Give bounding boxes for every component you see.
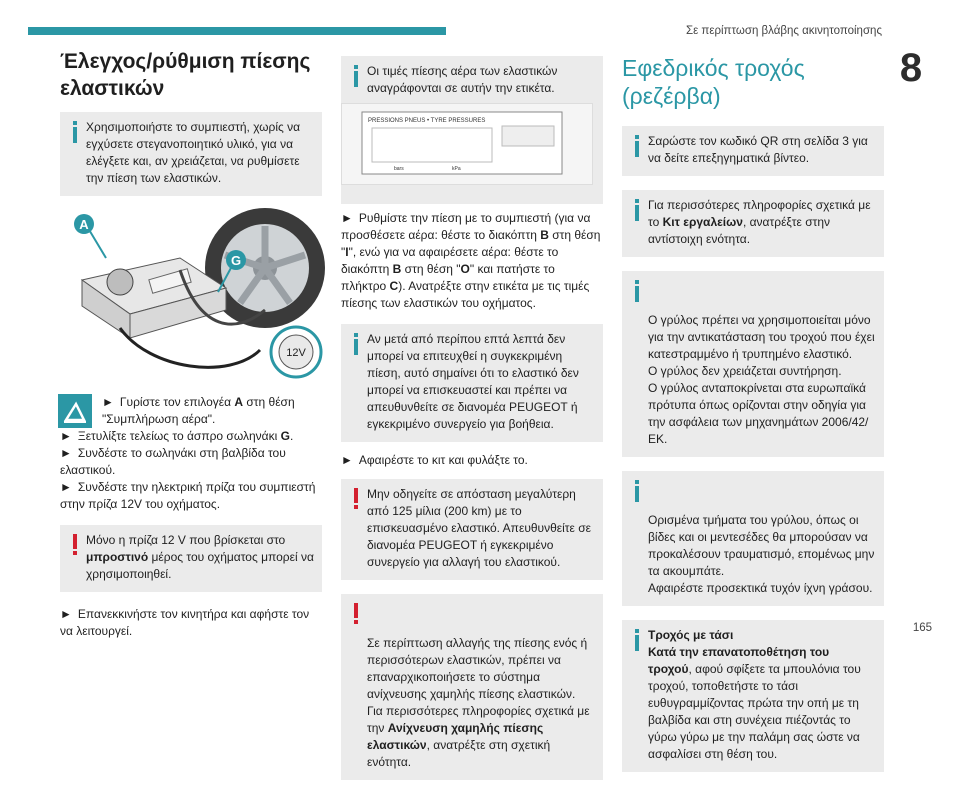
column-pressure-check (60, 48, 322, 640)
callout-g-label: G (230, 253, 242, 268)
warning-note-distance: Μην οδηγείτε σε απόσταση μεγαλύτερη από 125 μίλια (200 km) με το επισκευασμένο ελαστικό. Απευθυνθείτε σε διανομέα PEUGEOT ή εγκεκριμένο συνεργείο για αλλαγή του ελαστικού. (341, 479, 603, 580)
step-3: ► Συνδέστε το σωληνάκι στη βαλβίδα του ελαστικού. (60, 446, 286, 477)
step-2: ► Ξετυλίξτε τελείως το άσπρο σωληνάκι G. (60, 429, 294, 443)
running-header: Σε περίπτωση βλάβης ακινητοποίησης (685, 25, 882, 37)
info-note-jack: Ο γρύλος πρέπει να χρησιμοποιείται μόνο για την αντικατάσταση του τροχού που έχει κατεστραμμένο ή τρυπημένο ελαστικό. Ο γρύλος δεν χρειάζεται συντήρηση. Ο γρύλος ανταποκρίνεται στα ευρωπαϊκά πρότυπα όπως ορίζονται στην οδηγία για την ασφάλεια των μηχανημάτων 2006/42/ΕΚ. (622, 271, 884, 457)
info-icon (631, 135, 643, 157)
warning-note-reinit: Σε περίπτωση αλλαγής της πίεσης ενός ή περισσότερων ελαστικών, πρέπει να επαναρχικοποιήσετε το σύστημα ανίχνευσης χαμηλής πίεσης ελαστικών. Για περισσότερες πληροφορίες σχετικά με την Ανίχνευση χαμηλής πίεσης ελαστικών, ανατρέξτε στη σχετική ενότητα. (341, 594, 603, 780)
step-5: ► Επανεκκινήστε τον κινητήρα και αφήστε τον να λειτουργεί. (60, 607, 310, 638)
section-title-spare-wheel: Εφεδρικός τροχός (ρεζέρβα) (622, 55, 805, 109)
tyre-pressure-label-image (341, 103, 593, 185)
svg-text:kPa: kPa (452, 166, 461, 172)
info-note-qr: Σαρώστε τον κωδικό QR στη σελίδα 3 για να δείτε επεξηγηματικά βίντεο. (622, 126, 884, 176)
warning-icon (350, 603, 362, 625)
page-number: 165 (912, 622, 932, 634)
warning-icon (350, 488, 362, 510)
label-heading: PRESSIONS PNEUS • TYRE PRESSURES (368, 118, 486, 124)
info-icon (631, 280, 643, 302)
plug-label: 12V (286, 347, 306, 359)
column-spare-wheel (622, 48, 884, 786)
step-4: ► Συνδέστε την ηλεκτρική πρίζα του συμπιεστή στην πρίζα 12V του οχήματος. (60, 480, 316, 511)
info-icon (350, 333, 362, 355)
svg-text:bars: bars (394, 166, 404, 172)
step-1: ► Γυρίστε τον επιλογέα A στη θέση "Συμπλήρωση αέρα". (102, 395, 295, 426)
info-note-seven-minutes: Αν μετά από περίπου επτά λεπτά δεν μπορεί να επιτευχθεί η συγκεκριμένη πίεση, αυτό σημαίνει ότι το ελαστικό δεν μπορεί να επισκευαστεί και πρέπει να απευθυνθείτε σε διανομέα PEUGEOT ή εγκεκριμένο συνεργείο για βοήθεια. (341, 324, 603, 442)
header-accent-bar (28, 27, 446, 35)
step-adjust-pressure: ► Ρυθμίστε την πίεση με το συμπιεστή (για να προσθέσετε αέρα: θέστε το διακόπτη B στη θέση "I", ενώ για να αφαιρέσετε αέρα: θέστε το διακόπτη B στη θέση "O" και πατήστε το πλήκτρο C). Ανατρέξτε στην ετικέτα με τις τιμές πίεσης των ελαστικών του οχήματος. (341, 211, 601, 310)
info-note-hubcap: Τροχός με τάσι Κατά την επανατοποθέτηση του τροχού, αφού σφίξετε τα μπουλόνια του τροχού, τοποθετήστε το τάσι ευθυγραμμίζοντας πρώτα την οπή με τη βαλβίδα και στη συνέχεια πιέζοντάς το γύρω γύρω με την παλάμη σας ώστε να ασφαλίσει στη θέση του. (622, 620, 884, 772)
column-pressure-adjust (341, 56, 603, 794)
info-icon (631, 629, 643, 651)
step-list (60, 394, 322, 513)
callout-a-label: A (79, 217, 89, 232)
info-note-label: Οι τιμές πίεσης αέρα των ελαστικών αναγράφονται σε αυτήν την ετικέτα. PRESSIONS PNEUS • TYRE PRESSURES bars kPa (341, 56, 603, 204)
info-note-jack-parts: Ορισμένα τμήματα του γρύλου, όπως οι βίδες και οι μεντεσέδες θα μπορούσαν να προκαλέσουν τραυματισμό, επομένως μην τα ακουμπάτε. Αφαιρέστε προσεκτικά τυχόν ίχνη γράσου. (622, 471, 884, 606)
compressor-illustration (60, 210, 322, 384)
compressor-figure (60, 210, 322, 384)
chapter-number: 8 (899, 46, 923, 90)
info-icon (631, 480, 643, 502)
warning-icon (69, 534, 81, 556)
engine-running-icon (58, 394, 92, 428)
info-icon (631, 199, 643, 221)
info-note-toolkit: Για περισσότερες πληροφορίες σχετικά με το Κιτ εργαλείων, ανατρέξτε στην αντίστοιχη ενότητα. (622, 190, 884, 257)
info-icon (350, 65, 362, 87)
info-note-compressor: Χρησιμοποιήστε το συμπιεστή, χωρίς να εγχύσετε στεγανοποιητικό υλικό, για να ελέγξετε και, αν χρειάζεται, να ρυθμίσετε την πίεση των ελαστικών. (60, 112, 322, 196)
warning-note-front-socket: Μόνο η πρίζα 12 V που βρίσκεται στο μπροστινό μέρος του οχήματος μπορεί να χρησιμοποιηθεί. (60, 525, 322, 592)
step-remove-kit: ► Αφαιρέστε το κιτ και φυλάξτε το. (341, 453, 528, 467)
info-icon (69, 121, 81, 143)
section-title-pressure: Έλεγχος/ρύθμιση πίεσης ελαστικών (60, 50, 311, 100)
